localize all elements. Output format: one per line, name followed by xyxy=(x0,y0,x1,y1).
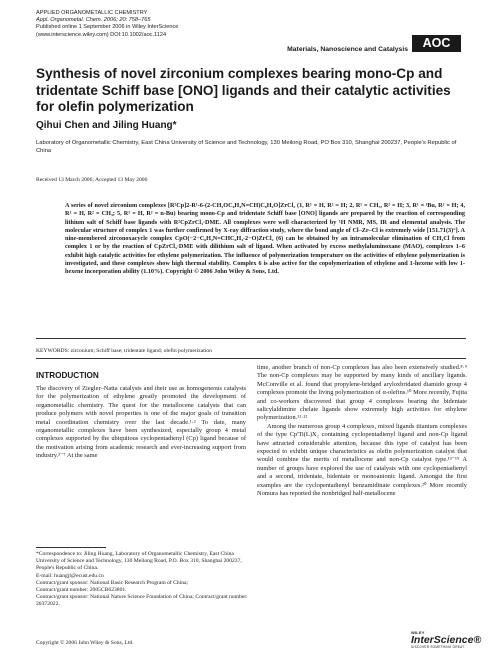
received-dates: Received 13 March 2006; Accepted 13 May 2006 xyxy=(36,177,148,183)
footnotes xyxy=(36,551,248,609)
journal-citation: Appl. Organometal. Chem. 2006; 20: 758–765 xyxy=(36,17,151,24)
intro-paragraph: The discovery of Ziegler–Natta catalysts and their use as homogeneous catalysts for the polymerization of ethylene greatly promoted the development of organometallic chemistry. The quest for the metallocene catalysts that can produce polymers with novel properties is one of the major goals of transition metal coordination chemistry over the last decade.¹·² To date, many organometallic complexes have been synthesized, especially group 4 metal complexes supported by the ubiquitous cyclopentadienyl (Cp) ligand because of the motivation arising from academic research and ever-increasing support from industry.³⁻⁷ At the same xyxy=(36,385,246,460)
right-column xyxy=(257,364,467,499)
interscience-logo xyxy=(411,630,482,654)
footnote-grant: Contract/grant sponsor: National Nature Science Foundation of China; Contract/grant number: 20372022. xyxy=(36,594,248,608)
divider xyxy=(36,338,466,339)
footnote-correspondence: *Correspondence to: Jiling Huang, Laboratory of Organometallic Chemistry, East China University of Science and Technology, 130 Meilong Road, P.O. Box 310, Shanghai 200237, People's Republic of China. xyxy=(36,551,242,572)
keywords: KEYWORDS: zirconium; Schiff base; tridentate ligand; olefin polymerization xyxy=(36,348,212,354)
divider xyxy=(36,358,466,359)
journal-published: Published online 1 September 2006 in Wiley InterScience xyxy=(36,24,179,31)
intro-paragraph: time, another branch of non-Cp complexes has also been extensively studied.⁸·⁹ The non-Cp complexes may be supported by many kinds of ancillary ligands. McConville et al. found that propylene-bridged aryloxbridated diamido group 4 complexes promote the living polymerization of α-olefins.¹⁰ More recently, Fujita and co-workers discovered that group 4 complexes bearing the bidentate salicylaldimine chelate ligands show extremely high activities for ethylene polymerization.¹¹·¹² xyxy=(257,364,467,422)
footnote-rule xyxy=(36,547,106,548)
footnote-grant-number: Contract/grant number: 2005CB623801. xyxy=(36,587,127,594)
footnote-email: E-mail: huangjl@ecust.edu.cn xyxy=(36,572,104,579)
interscience-wordmark: InterScience® xyxy=(411,634,482,646)
journal-doi: (www.interscience.wiley.com) DOI:10.1002/aoc.1124 xyxy=(36,31,167,38)
journal-header xyxy=(36,10,178,39)
copyright: Copyright © 2006 John Wiley & Sons, Ltd. xyxy=(36,640,134,646)
abstract: A series of novel zirconium complexes [R²Cp]2-R¹-6-(2-CH₃OC₆H₄N=CH)C₆H₂O]ZrCl₂ (1, R¹ = H, R² = H; 2, R¹ = CH₃, R² = H; 3, R¹ = ᵗBu, R² = H; 4, R¹ = H, R² = CH₃; 5, R¹ = H, R² = n-Bu) bearing mono-Cp and tridentate Schiff base [ONO] ligands are prepared by the reaction of corresponding lithium salt of Schiff base ligands with R²CpZrCl₃·DME. All complexes were well characterized by ¹H NMR, MS, IR and elemental analysis. The molecular structure of complex 1 was further confirmed by X-ray diffraction study, where the bond angle of Cl–Zr–Cl is extremely wide [151.71(3)°]. A nine-membered zirconoxacycle complex CpO(−2−C₆H₄N=CHC₆H₄-2−O)ZrCl₂ (6) can be obtained by an intramolecular elimination of CH₃Cl from complex 1 or by the reaction of CpZrCl₃·DME with dilithium salt of ligand. When activated by excess methylaluminoxane (MAO), complexes 1–6 exhibit high catalytic activities for ethylene polymerization. The influence of polymerization temperature on the activities of ethylene polymerization is investigated, and these complexes show high thermal stability. Complex 6 is also active for the copolymerization of ethylene and 1-hexene with low 1-hexene incorporation ability (1.10%). Copyright © 2006 John Wiley & Sons, Ltd. xyxy=(65,202,465,276)
journal-name: APPLIED ORGANOMETALLIC CHEMISTRY xyxy=(36,10,148,16)
affiliation: Laboratory of Organometallic Chemistry, East China University of Science and Technology, 130 Meilong Road, PO Box 310, Shanghai 200237, People's Republic of China xyxy=(36,140,457,154)
left-column xyxy=(36,385,246,461)
intro-paragraph: Among the numerous group 4 complexes, mixed ligands titanium complexes of the type Cp'Ti(L)X₂ containing cyclopentadienyl ligand and non-Cp ligand have attracted considerable attention, because this type of catalyst has been expected to exhibit unique characteristics as olefin polymerization catalyst that would combine the merits of metallocene and non-Cp catalyst type.¹³⁻¹⁹ A number of groups have explored the use of catalysts with one cyclopentadienyl and a second, tridentate, bidentate or monoanionic ligand. Amongst the first examples are the cyclopentadienyl benzamidinate complexes.²⁰ More recently Nomura has reported the nonbridged half-metallocene xyxy=(257,422,467,498)
journal-badge: AOC xyxy=(412,35,461,52)
footnote-grant: Contract/grant sponsor: National Basic Research Program of China; xyxy=(36,579,189,586)
section-heading-introduction: INTRODUCTION xyxy=(36,371,99,380)
wiley-wordmark: WILEY xyxy=(411,630,425,635)
authors: Qihui Chen and Jiling Huang* xyxy=(36,120,177,131)
paper-title: Synthesis of novel zirconium complexes bearing mono-Cp and tridentate Schiff base [ONO] ligands and their catalytic activities for olefin polymerization xyxy=(36,66,451,114)
section-label: Materials, Nanoscience and Catalysis xyxy=(287,46,408,53)
logo-tagline: DISCOVER SOMETHING GREAT xyxy=(411,645,465,649)
